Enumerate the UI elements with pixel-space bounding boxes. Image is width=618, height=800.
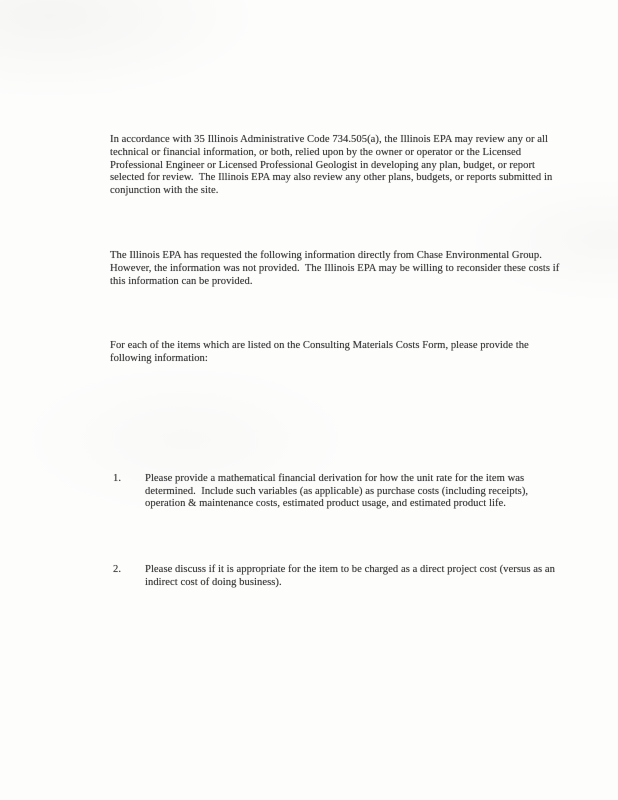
- paragraph-consulting-materials-intro: For each of the items which are listed on the Consulting Materials Costs Form, please provide the following information:: [110, 340, 532, 365]
- paragraph-epa-review-authority: In accordance with 35 Illinois Administrative Code 734.505(a), the Illinois EPA may review any or all technical or financial information, or both, relied upon by the owner or operator or the Licensed Professional Engineer or Licensed Professional Geologist in developing any plan, budget, or report selected for review. The Illinois EPA may also review any other plans, budgets, or reports submitted in conjunction with the site.: [110, 133, 555, 197]
- list-item-number: 1.: [113, 472, 122, 484]
- document-body-text: [110, 95, 563, 668]
- list-item-text-direct-project-cost: Please discuss if it is appropriate for the item to be charged as a direct project cost (versus as an indirect cost of doing business).: [145, 564, 558, 588]
- paragraph-requested-information: The Illinois EPA has requested the following information directly from Chase Environmental Group. However, the information was not provided. The Illinois EPA may be willing to reconsider these costs if this information can be provided.: [110, 249, 563, 287]
- numbered-list: [110, 434, 563, 643]
- list-item: [110, 473, 563, 512]
- list-item-number: 2.: [113, 564, 122, 576]
- list-item: [110, 564, 563, 590]
- list-item-text-unit-rate-derivation: Please provide a mathematical financial derivation for how the unit rate for the item was determined. Include such variables (as applicable) as purchase costs (including receipts), operation & maintenance costs, estimated product usage, and estimated product life.: [145, 472, 531, 510]
